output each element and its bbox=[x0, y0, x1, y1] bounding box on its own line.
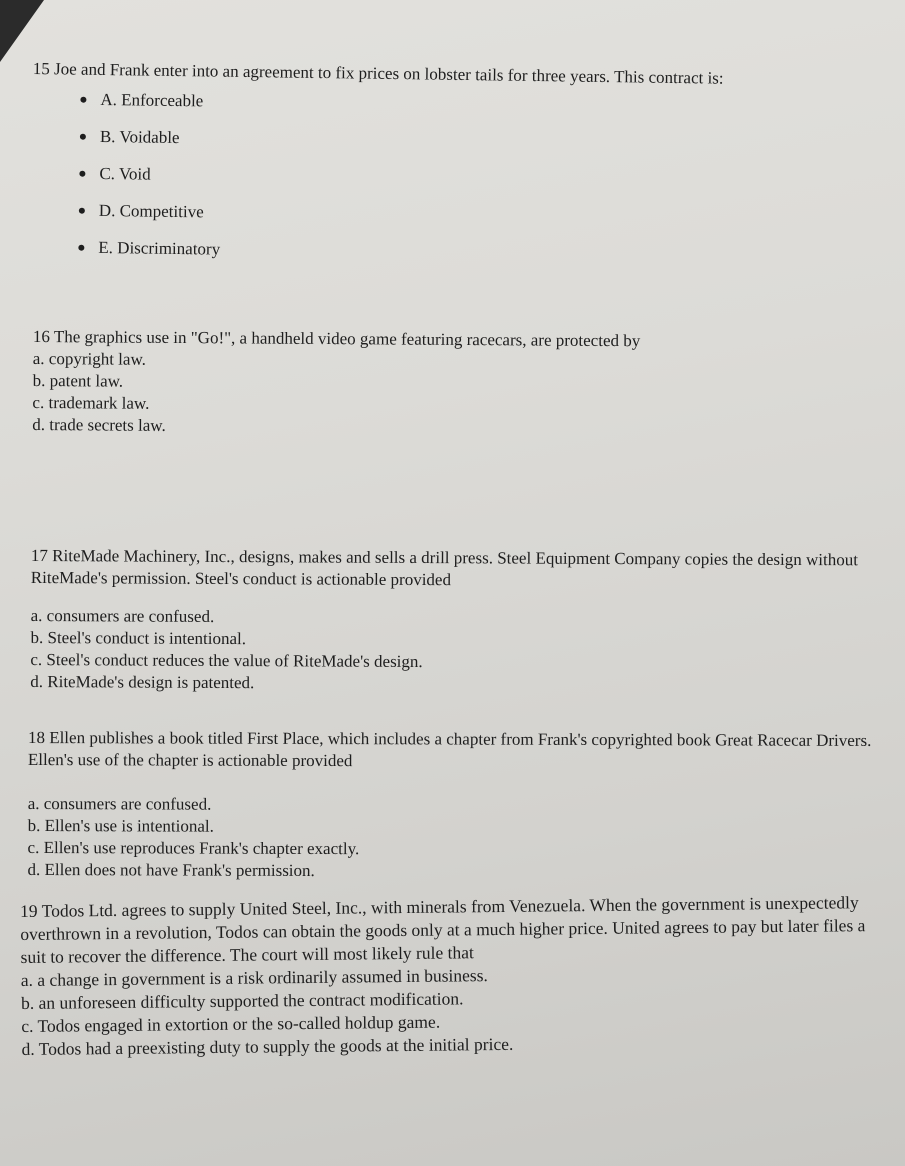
option-label: E. Discriminatory bbox=[98, 237, 221, 259]
question-17 bbox=[30, 545, 891, 698]
option-d: d. RiteMade's design is patented. bbox=[30, 671, 255, 693]
question-stem: 17 RiteMade Machinery, Inc., designs, makes and sells a drill press. Steel Equipment Company copies the design without RiteMade's permission. Steel's conduct is actionable provided bbox=[30, 546, 858, 590]
question-18 bbox=[27, 727, 888, 884]
option-a: a. consumers are confused. bbox=[30, 605, 215, 626]
option-c: c. Ellen's use reproduces Frank's chapter exactly. bbox=[27, 837, 360, 859]
option-list bbox=[27, 793, 887, 884]
question-stem: 18 Ellen publishes a book titled First Place, which includes a chapter from Frank's copyrighted book Great Racecar Drivers. Ellen's use of the chapter is actionable provided bbox=[27, 728, 872, 771]
option-d: d. trade secrets law. bbox=[32, 414, 166, 435]
question-stem: 16 The graphics use in "Go!", a handheld video game featuring racecars, are protected by bbox=[32, 326, 641, 351]
option-list bbox=[32, 348, 893, 442]
option-label: A. Enforceable bbox=[100, 89, 204, 111]
option-b: b. an unforeseen difficulty supported the contract modification. bbox=[20, 988, 464, 1013]
question-stem: 15 Joe and Frank enter into an agreement to fix prices on lobster tails for three years. This contract is: bbox=[32, 58, 724, 88]
option-a: a. a change in government is a risk ordinarily assumed in business. bbox=[20, 965, 488, 990]
option-label: B. Voidable bbox=[99, 126, 180, 148]
option-d: d. Ellen does not have Frank's permission. bbox=[27, 859, 315, 881]
option-list bbox=[70, 89, 893, 285]
question-stem: 19 Todos Ltd. agrees to supply United Steel, Inc., with minerals from Venezuela. When the government is unexpectedly overthrown in a revolution, Todos can obtain the goods only at a much higher price. United agrees to pay but later files a suit to recover the difference. The court will most likely rule that bbox=[20, 892, 866, 967]
option-label: D. Competitive bbox=[98, 200, 204, 222]
option-c: c. trademark law. bbox=[32, 392, 150, 413]
option-b: b. Ellen's use is intentional. bbox=[27, 815, 214, 836]
option-b: b. Steel's conduct is intentional. bbox=[30, 627, 247, 649]
option-a: a. consumers are confused. bbox=[27, 793, 212, 814]
bullet-icon bbox=[79, 171, 85, 177]
option-c: c. Todos engaged in extortion or the so-called holdup game. bbox=[21, 1011, 441, 1036]
question-19 bbox=[20, 891, 882, 1061]
page-corner-shadow bbox=[0, 0, 44, 62]
question-15 bbox=[30, 58, 893, 285]
option-a: a. copyright law. bbox=[32, 348, 146, 369]
bullet-icon bbox=[79, 208, 85, 214]
option-d: d. Todos had a preexisting duty to supply the goods at the initial price. bbox=[21, 1033, 514, 1059]
bullet-icon bbox=[78, 245, 84, 251]
question-16 bbox=[32, 326, 893, 442]
bullet-icon bbox=[80, 134, 86, 140]
option-list bbox=[30, 605, 890, 698]
bullet-icon bbox=[80, 97, 86, 103]
option-b: b. patent law. bbox=[32, 370, 124, 391]
option-c: c. Steel's conduct reduces the value of RiteMade's design. bbox=[30, 649, 423, 672]
option-list bbox=[21, 960, 882, 1061]
option-label: C. Void bbox=[99, 163, 151, 184]
